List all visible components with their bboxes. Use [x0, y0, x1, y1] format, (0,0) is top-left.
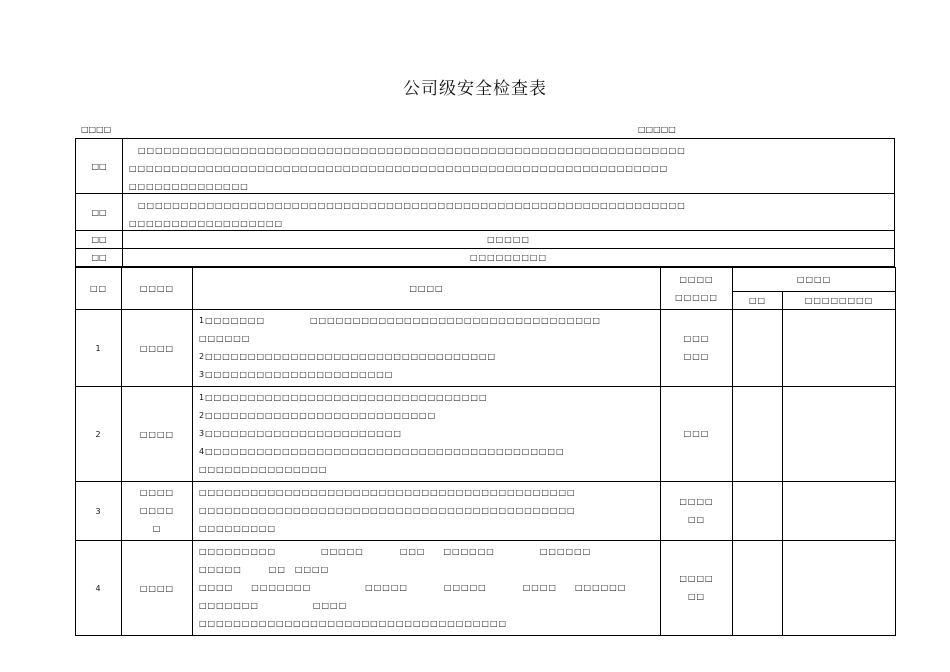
row-item: □□□□ □□□□ □: [122, 482, 193, 541]
row-result-notes[interactable]: [783, 482, 896, 541]
header-result-status: □□: [733, 292, 783, 310]
checklist-sheet: [75, 138, 895, 636]
row-no: 4: [76, 541, 122, 636]
info-row-purpose: [75, 194, 895, 231]
info-row-overview: [75, 138, 895, 194]
row-result-status[interactable]: [733, 310, 783, 387]
row-result-status[interactable]: [733, 541, 783, 636]
inspection-table: [75, 267, 896, 636]
info-row-scope: [75, 249, 895, 267]
row-result-notes[interactable]: [783, 541, 896, 636]
info-text: □□□□□□□□□□□□□□□□□□□□□□□□□□□□□□□□□□□□□□□□□□□□□□□□□□□□□□□□□□□□□□□□ □□□□□□□□□□□□□□□□□□: [129, 201, 686, 228]
row-basis: □□□: [661, 387, 733, 482]
info-value: □□□□□□□□□: [469, 253, 548, 262]
header-result: □□□□: [733, 268, 896, 292]
info-row-time: [75, 231, 895, 249]
row-no: 2: [76, 387, 122, 482]
row-result-notes[interactable]: [783, 387, 896, 482]
info-text: □□□□□□□□□□□□□□□□□□□□□□□□□□□□□□□□□□□□□□□□□□□□□□□□□□□□□□□□□□□□□□□□ □□□□□□□□□□□□□□□□□□□□□□□□□□□□□□□□□□□□□□□□□□□□□□□□□□□□□□□□□□□□□□□ □□□□□□□□□□□□□□: [129, 146, 686, 191]
table-row: [76, 482, 896, 541]
header-result-notes: □□□□□□□□: [783, 292, 896, 310]
table-row: [76, 310, 896, 387]
row-content: □□□□□□□□□ □□□□□ □□□ □□□□□□ □□□□□□ □□□□□ □□ □□□□ □□□□ □□□□□□□ □□□□□ □□□□□ □□□□ □□□□□□ □□□□□□□ □□□□ □□□□□□□□□□□□□□□□□□□□□□□□□□□□□□□□□□□□: [193, 541, 661, 636]
meta-left-label: □□□□: [81, 125, 112, 134]
row-no: 1: [76, 310, 122, 387]
info-label: □□: [76, 249, 123, 266]
info-label: □□: [76, 139, 123, 193]
row-item: □□□□: [122, 387, 193, 482]
table-row: [76, 387, 896, 482]
header-no: □□: [76, 268, 122, 310]
row-basis: □□□ □□□: [661, 310, 733, 387]
table-row: [76, 541, 896, 636]
header-item: □□□□: [122, 268, 193, 310]
info-label: □□: [76, 194, 123, 230]
row-item: □□□□: [122, 541, 193, 636]
header-basis: □□□□ □□□□□: [661, 268, 733, 310]
row-result-status[interactable]: [733, 387, 783, 482]
row-content: 1□□□□□□□ □□□□□□□□□□□□□□□□□□□□□□□□□□□□□□□□□□ □□□□□□ 2□□□□□□□□□□□□□□□□□□□□□□□□□□□□□□□□□□ 3□□□□□□□□□□□□□□□□□□□□□□: [193, 310, 661, 387]
row-no: 3: [76, 482, 122, 541]
info-label: □□: [76, 231, 123, 248]
info-value: □□□□□: [487, 235, 530, 244]
row-content: 1□□□□□□□□□□□□□□□□□□□□□□□□□□□□□□□□□ 2□□□□□□□□□□□□□□□□□□□□□□□□□□□ 3□□□□□□□□□□□□□□□□□□□□□□□ 4□□□□□□□□□□□□□□□□□□□□□□□□□□□□□□□□□□□□□□□□□□ □□□□□□□□□□□□□□□: [193, 387, 661, 482]
document-title: 公司级安全检查表: [403, 79, 547, 99]
row-content: □□□□□□□□□□□□□□□□□□□□□□□□□□□□□□□□□□□□□□□□□□□□ □□□□□□□□□□□□□□□□□□□□□□□□□□□□□□□□□□□□□□□□□□□□ □□□□□□□□□: [193, 482, 661, 541]
meta-right-label: □□□□□: [638, 125, 676, 134]
row-basis: □□□□ □□: [661, 541, 733, 636]
row-basis: □□□□ □□: [661, 482, 733, 541]
row-result-notes[interactable]: [783, 310, 896, 387]
row-item: □□□□: [122, 310, 193, 387]
header-content: □□□□: [193, 268, 661, 310]
row-result-status[interactable]: [733, 482, 783, 541]
